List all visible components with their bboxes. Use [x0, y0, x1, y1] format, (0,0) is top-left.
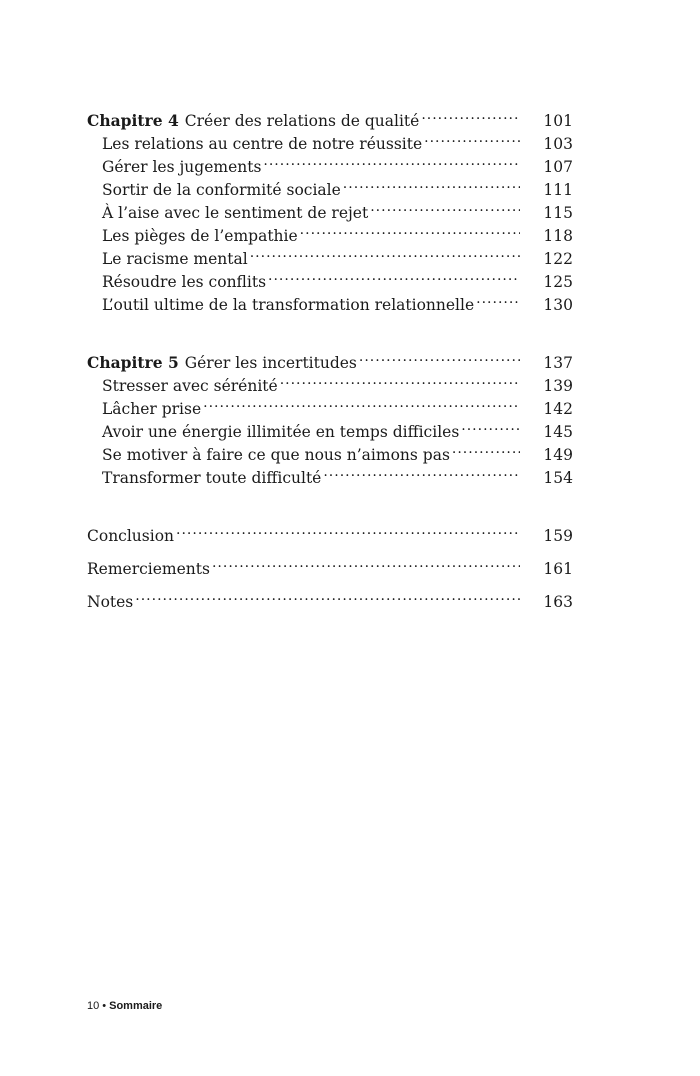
entry-label: Remerciements: [87, 560, 210, 578]
entry-label: Avoir une énergie illimitée en temps difficiles: [102, 423, 460, 441]
page-number: 145: [543, 423, 573, 441]
page-number: 115: [543, 204, 573, 222]
remerciements-entry: [87, 551, 573, 578]
page-number: 103: [543, 135, 573, 153]
page-number: 111: [543, 181, 573, 199]
dot-leader: [203, 391, 520, 414]
dot-leader: [370, 195, 520, 218]
page-number: 142: [543, 400, 573, 418]
page-number: 154: [543, 469, 573, 487]
entry-label: Résoudre les conflits: [102, 273, 267, 291]
page-number: 125: [543, 273, 573, 291]
dot-leader: [135, 584, 520, 607]
footer-page-number: 10: [87, 1000, 100, 1012]
dot-leader: [323, 460, 520, 483]
chapter-number: Chapitre 5: [87, 353, 179, 372]
chapter-title: Créer des relations de qualité: [184, 112, 420, 130]
entry-label: Gérer les jugements: [102, 158, 262, 176]
dot-leader: [212, 551, 520, 574]
entry-label: Se motiver à faire ce que nous n’aimons pas: [102, 446, 450, 464]
dot-leader: [343, 172, 520, 195]
dot-leader: [424, 126, 520, 149]
entry-label: Lâcher prise: [102, 400, 202, 418]
chapter-5-heading: [87, 345, 573, 372]
chapter-title: Gérer les incertitudes: [184, 354, 357, 372]
table-of-contents: [87, 103, 573, 611]
dot-leader: [476, 287, 520, 310]
page-footer: [87, 1000, 162, 1012]
dot-leader: [300, 218, 520, 241]
chapter-number: Chapitre 4: [87, 111, 179, 130]
page-number: 101: [543, 112, 573, 130]
entry-label: Sortir de la conformité sociale: [102, 181, 341, 199]
page-number: 163: [543, 593, 573, 611]
dot-leader: [268, 264, 520, 287]
entry-label: À l’aise avec le sentiment de rejet: [102, 204, 369, 222]
dot-leader: [461, 414, 520, 437]
page-number: 118: [543, 227, 573, 245]
page-number: 122: [543, 250, 573, 268]
chapter-4-heading: [87, 103, 573, 130]
page-number: 149: [543, 446, 573, 464]
page-number: 137: [543, 354, 573, 372]
page-number: 159: [543, 527, 573, 545]
footer-section-title: Sommaire: [109, 1000, 163, 1012]
dot-leader: [452, 437, 520, 460]
entry-label: Conclusion: [87, 527, 175, 545]
entry-label: Les pièges de l’empathie: [102, 227, 298, 245]
conclusion-entry: [87, 518, 573, 545]
entry-label: Le racisme mental: [102, 250, 248, 268]
entry-label: Stresser avec sérénité: [102, 377, 278, 395]
notes-entry: [87, 584, 573, 611]
dot-leader: [176, 518, 520, 541]
entry-label: Notes: [87, 593, 134, 611]
entry-label: Les relations au centre de notre réussite: [102, 135, 423, 153]
dot-leader: [421, 103, 520, 126]
dot-leader: [263, 149, 520, 172]
entry-label: L’outil ultime de la transformation relationnelle: [102, 296, 475, 314]
dot-leader: [250, 241, 520, 264]
footer-bullet: •: [102, 1000, 107, 1012]
page-number: 107: [543, 158, 573, 176]
dot-leader: [280, 368, 520, 391]
page-number: 161: [543, 560, 573, 578]
entry-label: Transformer toute difficulté: [102, 469, 322, 487]
page-number: 130: [543, 296, 573, 314]
page-number: 139: [543, 377, 573, 395]
dot-leader: [359, 345, 520, 368]
